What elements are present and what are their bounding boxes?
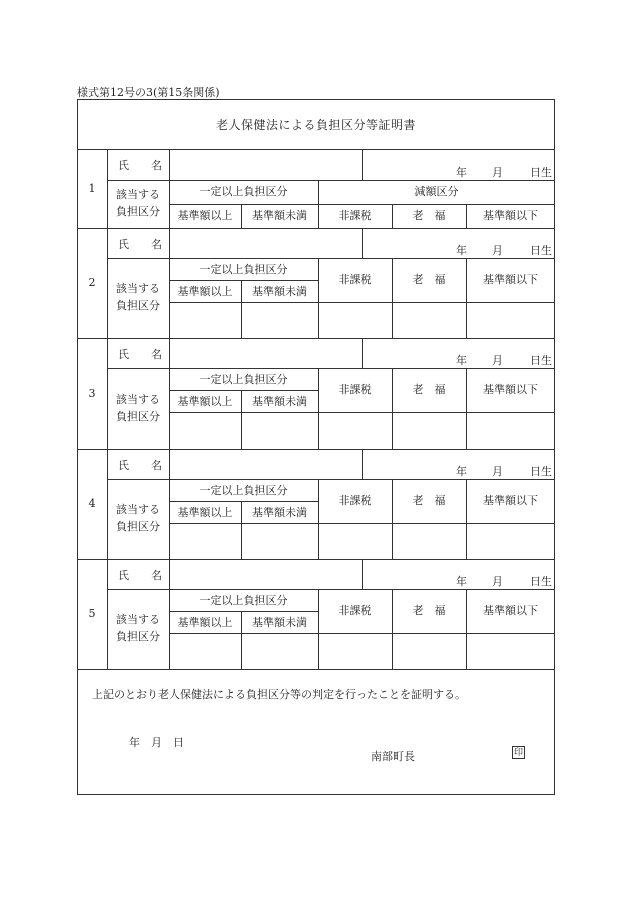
row-5-col-divider xyxy=(466,589,467,669)
category-label-line: 該当する xyxy=(116,282,160,295)
row-2-welfare: 老 福 xyxy=(412,273,446,286)
row-5-field-divider xyxy=(169,559,170,669)
row-3-non-tax: 非課税 xyxy=(338,383,372,396)
row-5-category-label xyxy=(107,611,169,645)
row-4-std-above: 基準額以上 xyxy=(177,506,233,519)
row-2-top-rule xyxy=(77,228,555,229)
category-label-line: 負担区分 xyxy=(116,205,160,218)
row-5-welfare: 老 福 xyxy=(412,604,446,617)
row-2-birthday-label: 日生 xyxy=(530,244,552,257)
row-2-above-certain: 一定以上負担区分 xyxy=(199,263,288,276)
row-3-sub-header-rule xyxy=(169,390,318,391)
row-4-top-rule xyxy=(77,449,555,450)
row-4-std-below: 基準額未満 xyxy=(252,506,307,519)
row-1-welfare: 老 福 xyxy=(412,209,446,222)
row-1-name-rule xyxy=(107,180,555,181)
row-3-field-divider xyxy=(169,338,170,449)
row-4-name-label: 氏 名 xyxy=(118,459,162,472)
category-label-line: 負担区分 xyxy=(116,299,160,312)
row-4-col-divider xyxy=(466,479,467,559)
row-1-name-label: 氏 名 xyxy=(118,159,162,172)
certification-text: 上記のとおり老人保健法による負担区分等の判定を行ったことを証明する。 xyxy=(92,688,466,701)
row-3-std-under: 基準額以下 xyxy=(483,383,538,396)
form-number: 様式第12号の3(第15条関係) xyxy=(77,86,220,99)
row-3-col-divider xyxy=(466,368,467,449)
row-2-number: 2 xyxy=(88,276,96,289)
row-2-non-tax: 非課税 xyxy=(338,273,372,286)
row-5-sub-header-rule xyxy=(169,611,318,612)
row-1-top-rule xyxy=(77,149,555,150)
row-5-std-below: 基準額未満 xyxy=(252,616,307,629)
row-3-header-rule xyxy=(169,412,555,413)
category-label-line: 負担区分 xyxy=(116,520,160,533)
row-1-birthday-label: 日生 xyxy=(530,166,552,179)
row-4-std-under: 基準額以下 xyxy=(483,494,538,507)
row-2-sub-header-rule xyxy=(169,280,318,281)
row-4-year-label: 年 xyxy=(456,465,467,478)
row-2-header-rule xyxy=(169,302,555,303)
seal-stamp: 印 xyxy=(513,748,523,758)
row-1-name-divider xyxy=(362,149,363,180)
row-3-category-label xyxy=(107,391,169,425)
row-1-number: 1 xyxy=(88,182,96,195)
category-label-line: 該当する xyxy=(116,503,160,516)
row-2-col-divider xyxy=(466,258,467,338)
grid-bottom-rule xyxy=(77,669,555,670)
row-2-field-divider xyxy=(169,228,170,338)
row-4-sub-header-rule xyxy=(169,501,318,502)
row-1-header-rule xyxy=(169,204,555,205)
row-1-std-below: 基準額未満 xyxy=(252,209,307,222)
row-3-col-divider xyxy=(318,368,319,449)
row-5-name-divider xyxy=(362,559,363,589)
row-5-above-certain: 一定以上負担区分 xyxy=(199,594,288,607)
row-2-name-divider xyxy=(362,228,363,258)
row-2-category-label xyxy=(107,280,169,314)
row-2-std-above: 基準額以上 xyxy=(177,285,233,298)
row-3-month-label: 月 xyxy=(492,354,503,367)
row-3-welfare: 老 福 xyxy=(412,383,446,396)
row-4-header-rule xyxy=(169,523,555,524)
row-3-top-rule xyxy=(77,338,555,339)
row-4-category-label xyxy=(107,501,169,535)
row-4-above-certain: 一定以上負担区分 xyxy=(199,484,288,497)
row-5-std-under: 基準額以下 xyxy=(483,604,538,617)
mayor-title: 南部町長 xyxy=(371,750,415,763)
row-4-col-divider xyxy=(318,479,319,559)
row-3-number: 3 xyxy=(88,387,96,400)
row-4-name-divider xyxy=(362,449,363,479)
row-3-std-below: 基準額未満 xyxy=(252,395,307,408)
row-2-month-label: 月 xyxy=(492,244,503,257)
category-label-line: 該当する xyxy=(116,393,160,406)
row-5-non-tax: 非課税 xyxy=(338,604,372,617)
row-1-category-label xyxy=(107,186,169,220)
row-5-col-divider xyxy=(392,589,393,669)
row-4-name-rule xyxy=(107,479,555,480)
row-4-number: 4 xyxy=(88,497,96,510)
category-label-line: 該当する xyxy=(116,188,160,201)
row-5-top-rule xyxy=(77,559,555,560)
row-5-month-label: 月 xyxy=(492,575,503,588)
category-label-line: 負担区分 xyxy=(116,630,160,643)
row-3-name-rule xyxy=(107,368,555,369)
date-line: 年 月 日 xyxy=(129,736,184,749)
row-4-field-divider xyxy=(169,449,170,559)
row-3-birthday-label: 日生 xyxy=(530,354,552,367)
row-5-number: 5 xyxy=(88,607,96,620)
row-2-col-divider xyxy=(392,258,393,338)
row-4-month-label: 月 xyxy=(492,465,503,478)
row-2-year-label: 年 xyxy=(456,244,467,257)
row-2-col-divider xyxy=(318,258,319,338)
row-5-birthday-label: 日生 xyxy=(530,575,552,588)
row-1-std-under: 基準額以下 xyxy=(483,209,538,222)
form-title: 老人保健法による負担区分等証明書 xyxy=(215,117,416,132)
row-1-std-above: 基準額以上 xyxy=(177,209,233,222)
row-2-std-below: 基準額未満 xyxy=(252,285,307,298)
row-5-name-rule xyxy=(107,589,555,590)
row-3-name-label: 氏 名 xyxy=(118,348,162,361)
row-2-std-under: 基準額以下 xyxy=(483,273,538,286)
row-4-col-divider xyxy=(392,479,393,559)
row-3-above-certain: 一定以上負担区分 xyxy=(199,373,288,386)
row-1-month-label: 月 xyxy=(492,166,503,179)
row-3-year-label: 年 xyxy=(456,354,467,367)
row-3-col-divider xyxy=(392,368,393,449)
row-5-col-divider xyxy=(318,589,319,669)
row-4-non-tax: 非課税 xyxy=(338,494,372,507)
row-4-birthday-label: 日生 xyxy=(530,465,552,478)
row-1-reduction: 減額区分 xyxy=(414,185,459,198)
row-2-name-rule xyxy=(107,258,555,259)
row-2-name-label: 氏 名 xyxy=(118,238,162,251)
row-5-year-label: 年 xyxy=(456,575,467,588)
row-1-above-certain: 一定以上負担区分 xyxy=(199,185,288,198)
row-3-name-divider xyxy=(362,338,363,368)
row-5-header-rule xyxy=(169,633,555,634)
row-1-non-tax: 非課税 xyxy=(338,209,372,222)
row-5-name-label: 氏 名 xyxy=(118,569,162,582)
category-label-line: 負担区分 xyxy=(116,410,160,423)
row-5-std-above: 基準額以上 xyxy=(177,616,233,629)
row-3-std-above: 基準額以上 xyxy=(177,395,233,408)
category-label-line: 該当する xyxy=(116,613,160,626)
row-1-year-label: 年 xyxy=(456,166,467,179)
row-4-welfare: 老 福 xyxy=(412,494,446,507)
